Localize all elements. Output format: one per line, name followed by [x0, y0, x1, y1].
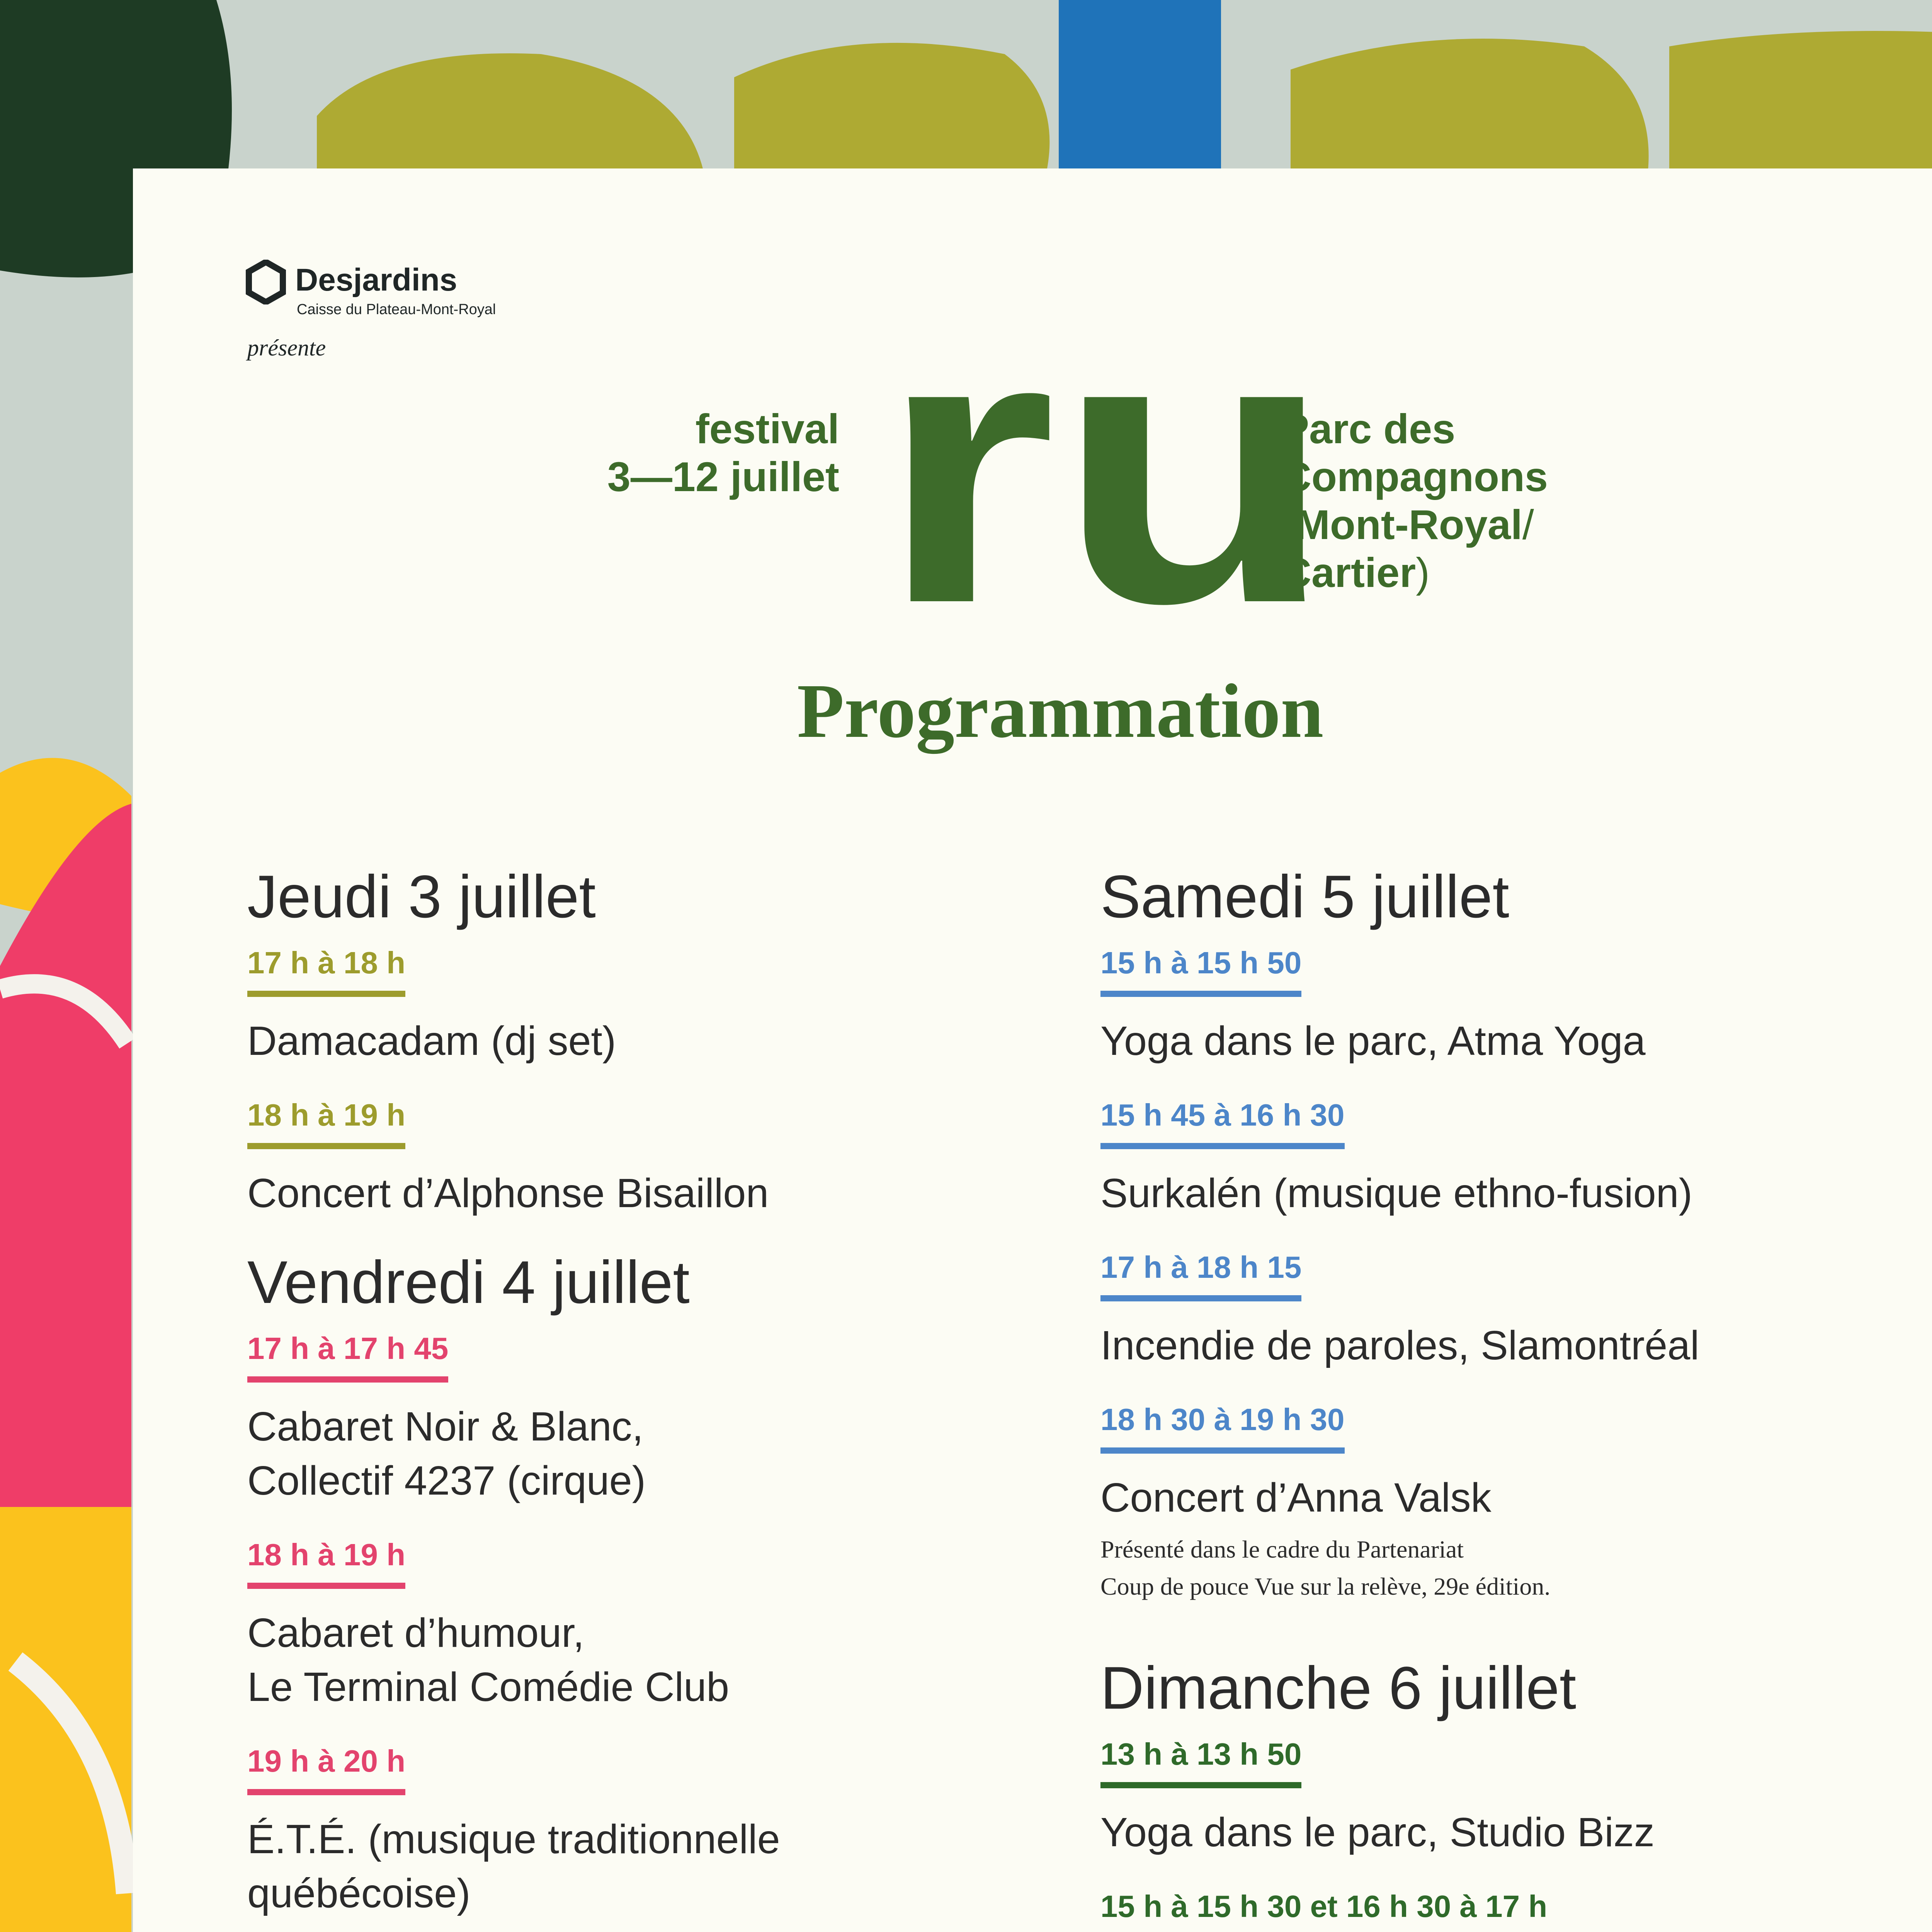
page-title: Programmation	[797, 668, 1324, 754]
event-title	[247, 1606, 1059, 1714]
event-title	[1100, 1014, 1912, 1068]
event-line: québécoise)	[247, 1871, 471, 1916]
event-title	[1100, 1318, 1912, 1372]
event-line: Yoga dans le parc, Studio Bizz	[1100, 1810, 1655, 1855]
event-line: Surkalén (musique ethno-fusion)	[1100, 1170, 1692, 1216]
event-time: 13 h à 13 h 50	[1100, 1736, 1301, 1788]
event-line: Yoga dans le parc, Atma Yoga	[1100, 1018, 1646, 1064]
event-time: 15 h à 15 h 50	[1100, 945, 1301, 997]
note-line: Coup de pouce Vue sur la relève, 29e édition.	[1100, 1573, 1551, 1600]
event-time: 18 h à 19 h	[247, 1097, 405, 1149]
festival-location-block	[1281, 405, 1548, 597]
event-line: Cabaret d’humour,	[247, 1610, 585, 1656]
event-title	[1100, 1805, 1912, 1859]
schedule-column-right	[1100, 856, 1912, 1932]
day-heading-sunday: Dimanche 6 juillet	[1100, 1655, 1577, 1722]
day-heading-thursday: Jeudi 3 juillet	[247, 863, 596, 930]
event-time: 18 h 30 à 19 h 30	[1100, 1402, 1345, 1454]
location-street-1: Mont-Royal	[1295, 501, 1522, 548]
spacer	[1100, 1605, 1912, 1648]
location-line-4	[1281, 549, 1548, 597]
street-separator: /	[1522, 501, 1534, 548]
event-line: Cabaret Noir & Blanc,	[247, 1404, 644, 1449]
day-heading-saturday: Samedi 5 juillet	[1100, 863, 1509, 930]
event-title	[247, 1400, 1059, 1508]
event-time: 17 h à 18 h	[247, 945, 405, 997]
event-time: 17 h à 18 h 15	[1100, 1250, 1301, 1301]
day-heading-friday: Vendredi 4 juillet	[247, 1249, 690, 1316]
location-line-2: Compagnons	[1281, 453, 1548, 500]
event-time: 19 h à 20 h	[247, 1743, 405, 1795]
location-line-3	[1281, 501, 1548, 549]
event-line: Concert d’Anna Valsk	[1100, 1475, 1492, 1520]
event-title	[1100, 1471, 1912, 1525]
event-time: 18 h à 19 h	[247, 1537, 405, 1589]
location-street-2: Cartier	[1281, 549, 1416, 596]
event-title	[1100, 1166, 1912, 1220]
event-line: Le Terminal Comédie Club	[247, 1664, 730, 1710]
event-line: Collectif 4237 (cirque)	[247, 1458, 646, 1503]
festival-logo-text: ru	[879, 319, 1335, 628]
schedule-column-left	[247, 856, 1059, 1932]
paren-open: (	[1281, 501, 1295, 548]
event-line: Incendie de paroles, Slamontréal	[1100, 1323, 1699, 1368]
festival-dates: 3—12 juillet	[607, 453, 839, 500]
event-line: Concert d’Alphonse Bisaillon	[247, 1170, 769, 1216]
event-time: 15 h à 15 h 30 et 16 h 30 à 17 h	[1100, 1889, 1547, 1932]
event-line: Damacadam (dj set)	[247, 1018, 616, 1064]
paren-close: )	[1416, 549, 1430, 596]
event-title	[247, 1812, 1059, 1920]
desjardins-branch: Caisse du Plateau-Mont-Royal	[297, 301, 496, 318]
event-time: 15 h 45 à 16 h 30	[1100, 1097, 1345, 1149]
note-line: Présenté dans le cadre du Partenariat	[1100, 1536, 1464, 1563]
location-line-1: Parc des	[1281, 405, 1456, 452]
desjardins-name: Desjardins	[295, 262, 457, 298]
program-card	[133, 168, 1932, 1932]
presents-label: présente	[247, 335, 326, 361]
event-title	[247, 1014, 1059, 1068]
event-line: É.T.É. (musique traditionnelle	[247, 1816, 780, 1862]
festival-word: festival	[695, 405, 839, 452]
event-title	[247, 1166, 1059, 1220]
event-note	[1100, 1531, 1912, 1605]
desjardins-hexagon-icon	[246, 260, 286, 304]
festival-dates-block	[535, 405, 839, 501]
event-time: 17 h à 17 h 45	[247, 1331, 448, 1383]
